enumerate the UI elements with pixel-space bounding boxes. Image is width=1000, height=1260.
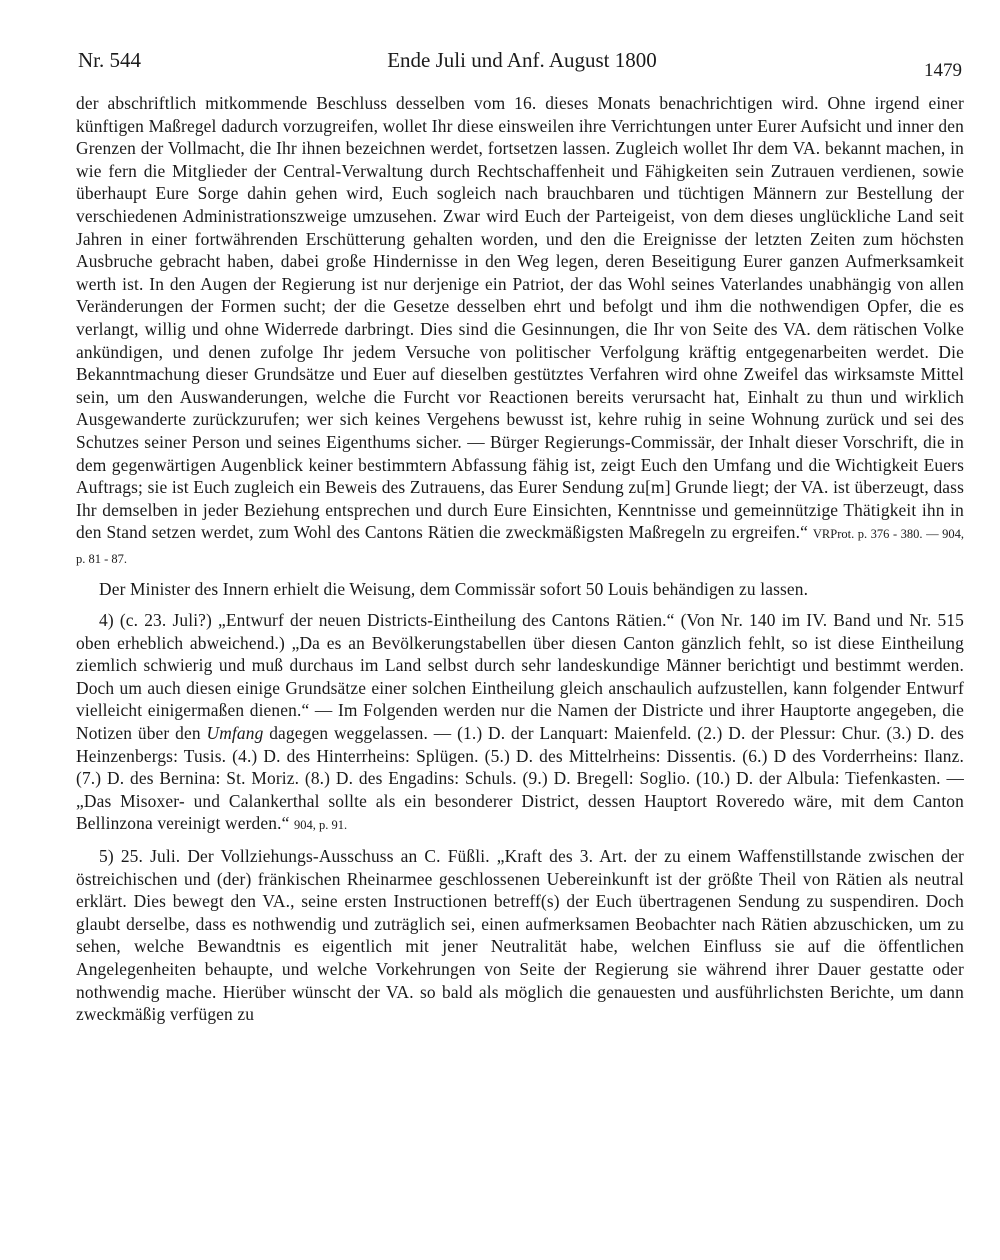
paragraph-continuation [76, 92, 964, 570]
paragraph-minister [76, 578, 964, 601]
paragraph-item-5 [76, 845, 964, 1026]
paragraph-text: 4) (c. 23. Juli?) „Entwurf der neuen Districts-Eintheilung des Cantons Rätien.“ (Von Nr. 140 im IV. Band und Nr. 515 oben erheblich abweichend.) „Da es an Bevölkerungstabellen über diesen Canton gänzlich fehlt, so ist diese Eintheilung ziemlich schwierig und muß durchaus im Land selbst durch sehr landeskundige Männer berichtigt und bestimmt werden. Doch um auch diesen einige Grundsätze einer solchen Eintheilung gleich anschaulich aufzustellen, kann folgender Entwurf vielleicht einigermaßen dienen.“ — Im Folgenden werden nur die Namen der Districte und ihrer Hauptorte angegeben, die Notizen über den [76, 610, 964, 744]
body-text [76, 92, 964, 1026]
paragraph-text: dagegen weggelassen. — (1.) D. der Lanquart: Maienfeld. (2.) D. der Plessur: Chur. (3.) D. des Heinzenbergs: Tusis. (4.) D. des Hinterrheins: Splügen. (5.) D. des Mittelrheins: Dissentis. (6.) D des Vorderrheins: Ilanz. (7.) D. des Bernina: St. Moriz. (8.) D. des Engadins: Schuls. (9.) D. Bregell: Soglio. (10.) D. der Albula: Tiefenkasten. — „Das Misoxer- und Calankerthal sollte als ein besonderer District, dessen Hauptort Roveredo wäre, mit dem Canton Bellinzona vereinigt werden.“ [76, 723, 964, 834]
running-header [78, 48, 966, 80]
paragraph-text: der abschriftlich mitkommende Beschluss desselben vom 16. dieses Monats benachrichtigen wird. Ohne irgend einer künftigen Maßregel dadurch vorzugreifen, wollet Ihr diese einsweilen ihre Verrichtungen unter Eurer Aufsicht und inner den Grenzen der Vollmacht, die Ihr ihnen bezeichnen werdet, fortsetzen lassen. Zugleich wollet Ihr dem VA. bekannt machen, in wie fern die Mitglieder der Central-Verwaltung durch Rechtschaffenheit und Fähigkeiten sein Zutrauen verdienen, sowie überhaupt Eure Sorge dahin gehen wird, Euch sogleich nach brauchbaren und tüchtigen Männern zur Bestellung der verschiedenen Administrationszweige umzusehen. Zwar wird Euch der Parteigeist, von dem dieses unglückliche Land seit Jahren in einer fortwährenden Erschütterung gehalten worden, und den die Ereignisse der letzten Zeiten zum höchsten Ausbruche gebracht haben, dabei große Hindernisse in den Weg legen, deren Beseitigung Eurer ganzen Aufmerksamkeit werth ist. In den Augen der Regierung ist nur derjenige ein Patriot, der das Wohl seines Vaterlandes unabhängig von allen Veränderungen der Formen sucht; der die Gesetze desselben ehrt und befolgt und ihm die nothwendigen Opfer, die es verlangt, willig und ohne Widerrede darbringt. Dies sind die Gesinnungen, die Ihr von Seite des VA. dem rätischen Volke ankündigen, und denen zufolge Ihr jedem Versuche von politischer Verfolgung kräftig entgegenarbeiten werdet. Die Bekanntmachung dieser Grundsätze und Euer auf dieselben gestütztes Verfahren wird ohne Zweifel das wirksamste Mittel sein, um den Auswanderungen, welche die Furcht vor Reactionen bereits verursacht hat, Einhalt zu thun und wirklich Ausgewanderte zurückzurufen; wer sich keines Vergehens bewusst ist, kehre ruhig in seine Wohnung zurück und sei des Schutzes seiner Person und seines Eigenthums sicher. — Bürger Regierungs-Commissär, der Inhalt dieser Vorschrift, die in dem gegenwärtigen Augenblick keiner bestimmtern Abfassung fähig ist, zeigt Euch den Umfang und die Wichtigkeit Euers Auftrags; sie ist Euch zugleich ein Beweis des Zutrauens, das Eurer Sendung zu[m] Grunde liegt; der VA. ist überzeugt, dass Ihr demselben in jeder Beziehung entsprechen und durch Eure Einsichten, Kenntnisse und gemeinnützige Thätigkeit ihn in den Stand setzen werdet, zum Wohl des Cantons Rätien die zweckmäßigsten Maßregeln zu ergreifen.“ [76, 93, 964, 543]
paragraph-text: Der Minister des Innern erhielt die Weisung, dem Commissär sofort 50 Louis behändigen zu lassen. [99, 579, 809, 600]
running-title: Ende Juli und Anf. August 1800 [387, 48, 657, 72]
paragraph-item-4 [76, 609, 964, 837]
source-reference: 904, p. 91. [293, 818, 348, 833]
document-number: Nr. 544 [78, 48, 141, 72]
emphasis: Umfang [206, 723, 264, 744]
paragraph-text: 5) 25. Juli. Der Vollziehungs-Ausschuss an C. Füßli. „Kraft des 3. Art. der zu einem Waffenstillstande zwischen der östreichischen und (der) fränkischen Rheinarmee geschlossenen Uebereinkunft ist der größte Theil von Rätien als neutral erklärt. Dies bewegt den VA., seine ersten Instructionen betreff(s) der Euch übertragenen Sendung zu suspendiren. Doch glaubt derselbe, dass es nothwendig und zuträglich sei, einen aufmerksamen Beobachter nach Rätien abzuschicken, um zu sehen, welche Bewandtnis es eigentlich mit jener Neutralität habe, welchen Einfluss sie auf die öffentlichen Angelegenheiten behaupte, und welche Vorkehrungen von Seite der Regierung sie während ihrer Dauer gestatte oder nothwendig mache. Hierüber wünscht der VA. so bald als möglich die genauesten und ausführlichsten Berichte, um dann zweckmäßig verfügen zu [76, 846, 964, 1025]
source-reference: VRProt. p. 376 - 380. — 904, p. 81 - 87. [76, 527, 965, 566]
page-number: 1479 [924, 60, 962, 81]
